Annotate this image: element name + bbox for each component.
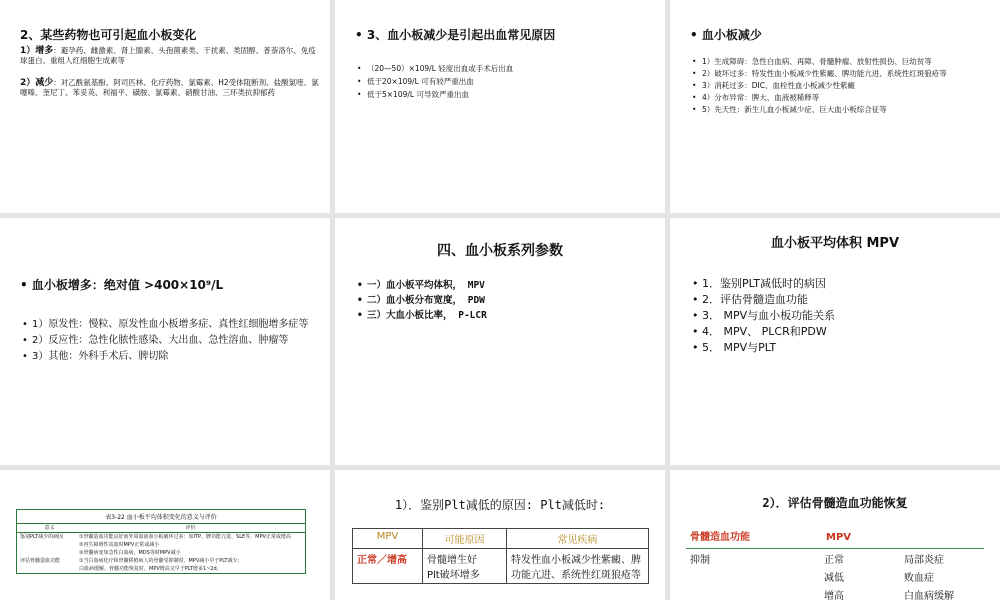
table-cell: ③骨髓病变如急性白血病，MDS等时MPV减小 [79, 550, 181, 556]
decrease-heading: 2）减少 [20, 78, 54, 88]
table-cell [17, 541, 79, 549]
list-item: • 3）消耗过多：DIC、血栓性血小板减少性紫癜 [692, 81, 992, 91]
list-item: • 3． MPV与血小板功能关系 [692, 308, 992, 324]
table-cell: 评估骨髓造血功能 [20, 558, 61, 564]
list-item: • 低于20×109/L 可有较严重出血 [357, 75, 657, 88]
divider [686, 548, 984, 549]
table-row [17, 533, 305, 541]
list-item: • 1．鉴别PLT减低时的病因 [692, 276, 992, 292]
table-cell: ②再生障碍性贫血时MPV正常或减小 [79, 542, 160, 548]
table-row [17, 541, 305, 549]
slide-thrombocytosis[interactable] [0, 218, 330, 465]
slide-thrombocytopenia[interactable] [670, 0, 1000, 213]
list-item: • 低于5×109/L 可导致严重出血 [357, 88, 657, 101]
increase-heading: 1）增多 [20, 46, 54, 56]
header-cell: 评价 [185, 525, 196, 531]
list-item: • 三）大血小板比率， P-LCR [357, 308, 657, 323]
table-cell: ①当白血病化疗和骨髓移植病人的骨髓受抑制时，MPV减小早于PLT减少； [79, 558, 243, 564]
row-label-suppression: 抑制 [690, 555, 710, 566]
list-item: • 4． MPV、 PLCR和PDW [692, 324, 992, 340]
bleeding-list [357, 62, 657, 101]
table-caption: 表3-22 血小板平均体积变化的意义与评价 [17, 510, 305, 524]
slide-mpv-table[interactable] [0, 470, 330, 600]
slide-drug-effects[interactable] [0, 0, 330, 213]
increase-text: ：避孕药、雌激素、肾上腺素、头孢菌素类、干扰素、类固醇、普萘洛尔、免疫球蛋白、重组人红细胞生成素等 [20, 46, 316, 65]
table-cell [17, 549, 79, 557]
mpv-topic-list [692, 276, 992, 356]
header-cell: 意义 [44, 525, 55, 531]
cause-list [692, 57, 992, 117]
list-item: • 5． MPV与PLT [692, 340, 992, 356]
list-item: • 2．评估骨髓造血功能 [692, 292, 992, 308]
mpv-value: 正常 [824, 555, 844, 566]
list-item: • 5）先天性：新生儿血小板减少症、巨大血小板综合征等 [692, 105, 992, 115]
plt-cause-table [352, 528, 649, 584]
header-cell: MPV [353, 529, 423, 549]
slide-marrow-recovery[interactable] [670, 470, 1000, 600]
decrease-text: ：对乙酰氨基酚、阿司匹林、化疗药物、氯霉素、H2受体阻断剂、盐酸氯喹、氯噻嗪、奎尼丁、苯妥英、利福平、磺胺、氯霉素、硝酸甘油、三环类抗抑郁药 [20, 78, 319, 97]
table-cell: 鉴别PLT减少的病因 [20, 534, 64, 540]
header-cell: 常见疾病 [507, 529, 649, 549]
mpv-value: 减低 [824, 573, 844, 584]
condition-text: 白血病缓解 [904, 591, 954, 600]
list-item: • 2）破坏过多：特发性血小板减少性紫癜、脾功能亢进、系统性红斑狼疮等 [692, 69, 992, 79]
table-cell: 白血病缓解、骨髓功能恢复时，MPV增高又早于PLT增多1~2d。 [79, 566, 222, 572]
condition-text: 败血症 [904, 573, 934, 584]
mpv-significance-table [16, 509, 306, 574]
slide-title: • 3、血小板减少是引起出血常见原因 [355, 28, 556, 42]
list-item: • 2）反应性：急性化脓性感染、大出血、急性溶血、肿瘤等 [22, 334, 322, 348]
table-row [353, 549, 649, 584]
header-mpv: MPV [826, 532, 852, 543]
table-header [17, 524, 305, 533]
slide-platelet-parameters[interactable] [335, 218, 665, 465]
list-item: • 一）血小板平均体积， MPV [357, 278, 657, 293]
list-item: • 二）血小板分布宽度， PDW [357, 293, 657, 308]
header-cell: 可能原因 [423, 529, 507, 549]
condition-text: 局部炎症 [904, 555, 944, 566]
slide-title: 1）．鉴别Plt减低的原因: Plt减低时: [394, 498, 606, 512]
list-item: • （20—50）×109/L 轻度出血或手术后出血 [357, 62, 657, 75]
table-cell [17, 565, 79, 573]
cause-list [22, 318, 322, 366]
slide-title: 血小板平均体积 MPV [770, 236, 900, 251]
parameter-list [357, 278, 657, 323]
slide-mpv[interactable] [670, 218, 1000, 465]
header-marrow-function: 骨髓造血功能 [690, 532, 750, 543]
list-item: • 1）生成障碍：急性白血病、再障、骨髓肿瘤、放射性损伤、巨幼贫等 [692, 57, 992, 67]
slide-low-plt-causes[interactable] [335, 470, 665, 600]
table-cell: 正常／增高 [353, 549, 423, 584]
slide-bleeding-causes[interactable] [335, 0, 665, 213]
slide-title: 2、某些药物也可引起血小板变化 [20, 28, 197, 42]
list-item: • 4）分布异常：脾大、血液被稀释等 [692, 93, 992, 103]
table-cell: 骨髓增生好 Plt破坏增多 [423, 549, 507, 584]
slide-title: • 血小板增多：绝对值 >400×10⁹/L [20, 278, 224, 292]
list-item: • 3）其他：外科手术后、脾切除 [22, 350, 322, 364]
list-item: • 1）原发性：慢粒、原发性血小板增多症、真性红细胞增多症等 [22, 318, 322, 332]
decrease-paragraph [20, 78, 320, 98]
slide-title: 四、血小板系列参数 [437, 243, 563, 259]
table-row [17, 549, 305, 557]
table-row [17, 557, 305, 565]
table-cell: ①骨髓造血功能良好而外周血液血小板破坏过多：如ITP、脾功能亢进、SLE等，MPV正常或增高 [79, 534, 291, 540]
slide-title: • 血小板减少 [690, 28, 762, 42]
mpv-value: 增高 [824, 591, 844, 600]
table-row [17, 565, 305, 573]
increase-paragraph [20, 46, 320, 66]
table-cell: 特发性血小板减少性紫癜、脾功能亢进、系统性红斑狼疮等 [507, 549, 649, 584]
table-header [353, 529, 649, 549]
slide-title: 2）．评估骨髓造血功能恢复 [762, 496, 908, 510]
